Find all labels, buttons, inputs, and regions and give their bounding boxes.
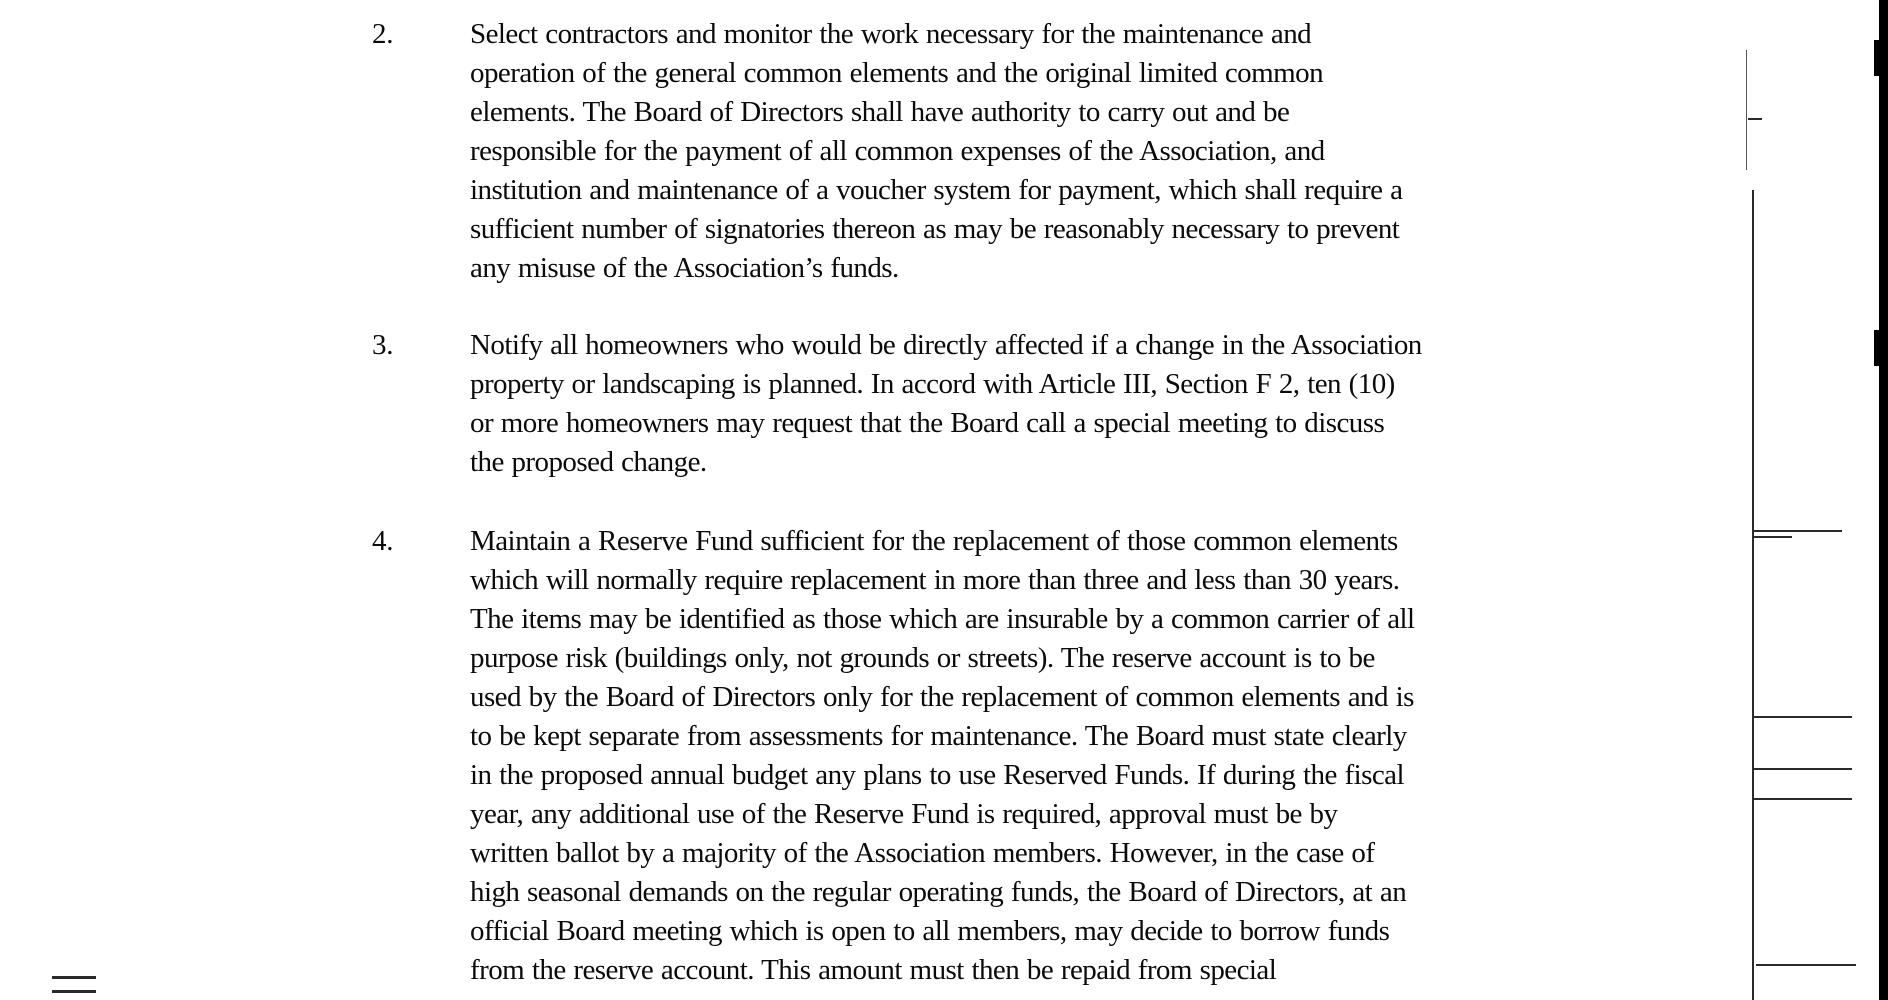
item-paragraph <box>470 522 1415 990</box>
paragraph-line: or more homeowners may request that the Board call a special meeting to discuss <box>470 407 1385 439</box>
scan-edge-notch <box>1874 40 1880 76</box>
margin-tick <box>1752 768 1852 770</box>
paragraph-line: any misuse of the Association’s funds. <box>470 252 899 284</box>
margin-rule-faint <box>1746 50 1747 170</box>
paragraph-line: operation of the general common elements and the original limited common <box>470 57 1324 89</box>
item-number: 2. <box>372 18 394 50</box>
margin-tick <box>1752 716 1852 718</box>
paragraph-line: purpose risk (buildings only, not grounds or streets). The reserve account is to be <box>470 642 1375 674</box>
scan-edge-notch <box>1874 330 1880 366</box>
paragraph-line: institution and maintenance of a voucher system for payment, which shall require a <box>470 174 1403 206</box>
paragraph-line: year, any additional use of the Reserve Fund is required, approval must be by <box>470 798 1338 830</box>
item-paragraph <box>470 15 1402 288</box>
paragraph-line: Notify all homeowners who would be directly affected if a change in the Association <box>470 329 1422 361</box>
scan-edge-shadow <box>1879 0 1888 1000</box>
paragraph-line: property or landscaping is planned. In accord with Article III, Section F 2, ten (10) <box>470 368 1395 400</box>
paragraph-line: high seasonal demands on the regular operating funds, the Board of Directors, at an <box>470 876 1407 908</box>
paragraph-line: to be kept separate from assessments for maintenance. The Board must state clearly <box>470 720 1407 752</box>
item-paragraph <box>470 326 1422 482</box>
margin-tick <box>52 990 96 993</box>
paragraph-line: used by the Board of Directors only for the replacement of common elements and is <box>470 681 1414 713</box>
item-number: 3. <box>372 329 394 361</box>
paragraph-line: written ballot by a majority of the Association members. However, in the case of <box>470 837 1375 869</box>
paragraph-line: Maintain a Reserve Fund sufficient for the replacement of those common elements <box>470 525 1398 557</box>
paragraph-line: elements. The Board of Directors shall have authority to carry out and be <box>470 96 1290 128</box>
margin-tick <box>1748 118 1762 120</box>
paragraph-line: responsible for the payment of all common expenses of the Association, and <box>470 135 1325 167</box>
margin-tick <box>52 976 96 979</box>
item-number: 4. <box>372 525 394 557</box>
margin-tick <box>1752 536 1792 538</box>
paragraph-line: in the proposed annual budget any plans to use Reserved Funds. If during the fiscal <box>470 759 1405 791</box>
paragraph-line: sufficient number of signatories thereon as may be reasonably necessary to prevent <box>470 213 1400 245</box>
paragraph-line: official Board meeting which is open to all members, may decide to borrow funds <box>470 915 1390 947</box>
margin-tick <box>1752 798 1852 800</box>
margin-rule <box>1752 190 1754 1000</box>
paragraph-line: The items may be identified as those which are insurable by a common carrier of all <box>470 603 1415 635</box>
paragraph-line: from the reserve account. This amount must then be repaid from special <box>470 954 1277 986</box>
paragraph-line: the proposed change. <box>470 446 707 478</box>
margin-tick <box>1752 530 1842 532</box>
margin-tick <box>1756 964 1856 966</box>
paragraph-line: which will normally require replacement in more than three and less than 30 years. <box>470 564 1400 596</box>
paragraph-line: Select contractors and monitor the work necessary for the maintenance and <box>470 18 1312 50</box>
